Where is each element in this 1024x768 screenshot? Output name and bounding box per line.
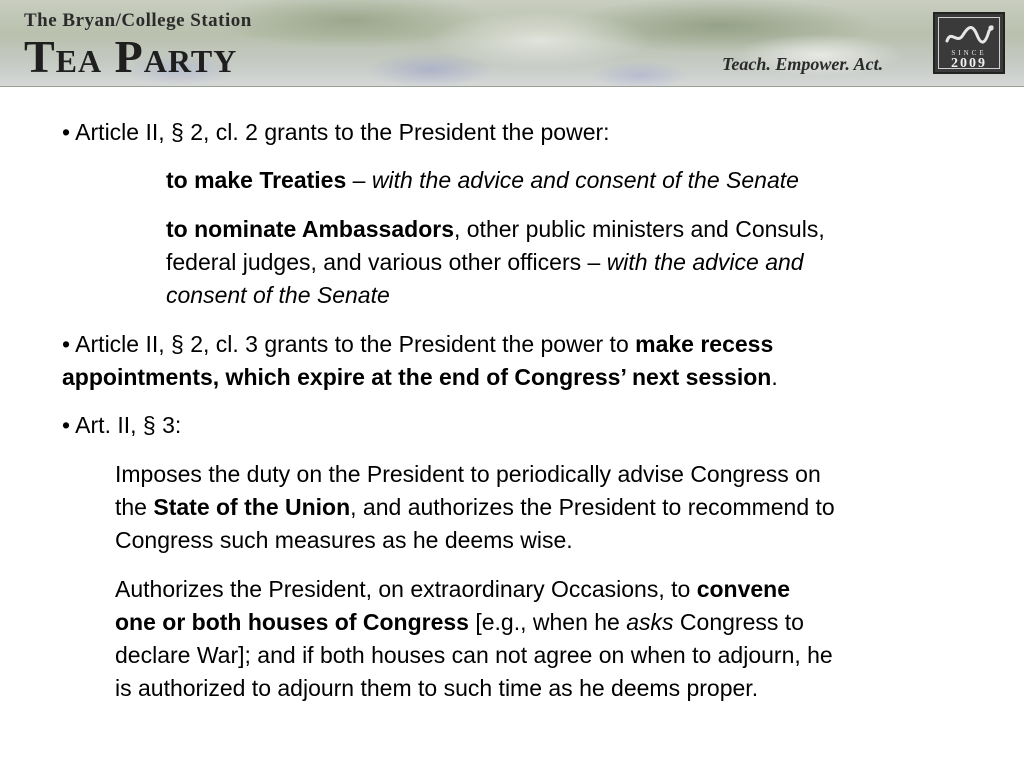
convene-bold-2: one or both houses of Congress [115, 609, 469, 635]
bullet-article-2-section-3: • Art. II, § 3: [62, 412, 182, 438]
emblem-year: 2009 [951, 56, 987, 71]
emblem-since: SINCE [951, 49, 987, 57]
state-union-line-3: Congress such measures as he deems wise. [115, 527, 573, 553]
treaties-dash: – [346, 167, 372, 193]
convene-bold: convene [696, 576, 791, 602]
treaties-bold: to make Treaties [166, 167, 347, 193]
state-union-rest: , and authorizes the President to recommend to [350, 494, 835, 520]
ambassadors-rest: , other public ministers and Consuls, [453, 216, 825, 242]
ambassadors-bold: to nominate Ambassadors [166, 216, 454, 242]
state-union-bold: State of the Union [153, 494, 351, 520]
state-union-line-1: Imposes the duty on the President to periodically advise Congress on [115, 461, 821, 487]
convene-plain: Authorizes the President, on extraordinary Occasions, to [115, 576, 697, 602]
convene-rest: Congress to [673, 609, 804, 635]
convene-line-2 [115, 606, 804, 639]
ambassadors-line-2 [166, 246, 804, 279]
convene-line-3: declare War]; and if both houses can not agree on when to adjourn, he [115, 642, 833, 668]
recess-bold-2: appointments, which expire at the end of Congress’ next session [62, 364, 772, 390]
treaties-italic: with the advice and consent of the Senate [371, 167, 799, 193]
state-union-line-2 [115, 491, 835, 524]
banner-title: Tea Party [24, 31, 238, 82]
ambassadors-line-2-italic: with the advice and [606, 249, 804, 275]
recess-bold: make recess [635, 331, 774, 357]
convene-line-4: is authorized to adjourn them to such time as he deems proper. [115, 675, 759, 701]
treaties-line [166, 164, 799, 197]
recess-plain: • Article II, § 2, cl. 3 grants to the President the power to [62, 331, 636, 357]
state-union-plain: the [115, 494, 154, 520]
convene-plain-2: [e.g., when he [468, 609, 627, 635]
bullet-article-2-clause-3-line-2 [62, 361, 778, 394]
ambassadors-line-3: consent of the Senate [166, 282, 390, 308]
convene-italic: asks [626, 609, 674, 635]
bullet-article-2-clause-2: • Article II, § 2, cl. 2 grants to the President the power: [62, 119, 610, 145]
convene-line-1 [115, 573, 790, 606]
ambassadors-line-2-plain: federal judges, and various other officers – [166, 249, 607, 275]
banner-tagline: Teach. Empower. Act. [722, 54, 884, 74]
ambassadors-line-1 [166, 213, 825, 246]
bullet-article-2-clause-3-line-1 [62, 328, 773, 361]
recess-period: . [771, 364, 778, 390]
banner-subtitle: The Bryan/College Station [24, 10, 252, 31]
